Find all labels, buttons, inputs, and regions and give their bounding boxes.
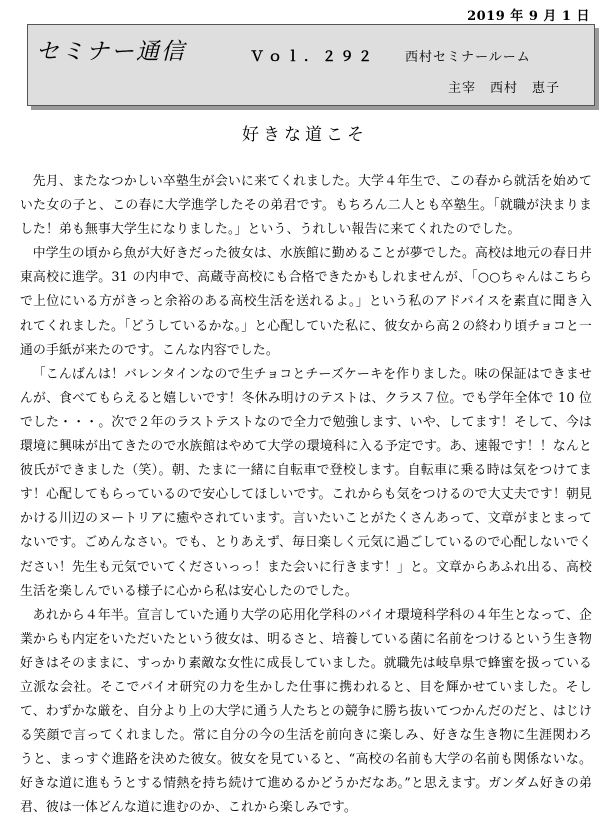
volume-number: Ｖｏｌ．２９２: [250, 49, 376, 65]
article-body: [20, 170, 592, 821]
organization-name: 西村セミナールーム: [405, 50, 531, 65]
issue-date: 2019 年 9 月 1 日: [467, 9, 590, 24]
newsletter-title: セミナー通信: [36, 39, 186, 65]
editor-name: 主宰 西村 恵子: [448, 81, 561, 96]
newsletter-header: [27, 24, 595, 106]
article-paragraph: 先月、またなつかしい卒塾生が会いに来てくれました。大学４年生で、この春から就活を始めていた女の子と、この春に大学進学したその弟君です。もちろん二人とも卒塾生。「就職が決まりました！弟も無事大学生になりました。」という、うれしい報告に来てくれたのでした。: [20, 174, 592, 238]
article-paragraph: 中学生の頃から魚が大好きだった彼女は、水族館に勤めることが夢でした。高校は地元の春日井東高校に進学。31 の内申で、高蔵寺高校にも合格できたかもしれませんが、「○○ちゃんはこちらで上位にいる方がきっと余裕のある高校生活を送れるよ。」という私のアドバイスを素直に聞き入れてくれました。「どうしているかな。」と心配していた私に、彼女から高２の終わり頃チョコと一通の手紙が来たのです。こんな内容でした。: [20, 246, 592, 358]
article-paragraph: 「こんばんは！バレンタインなので生チョコとチーズケーキを作りました。味の保証はできませんが、食べてもらえると嬉しいです！冬休み明けのテストは、クラス７位。でも学年全体で 10 位でした・・・。次で２年のラストテストなので全力で勉強します、いや、してます！そして、今は環境に興味が出てきたので水族館はやめて大学の環境科に入る予定です。あ、速報です！！なんと彼氏ができました（笑）。朝、たまに一緒に自転車で登校します。自転車に乗る時は気をつけてます！心配してもらっているので安心してほしいです。これからも気をつけるので大丈夫です！朝見かける川辺のヌートリアに癒やされています。言いたいことがたくさんあって、文章がまとまってないです。ごめんなさい。でも、とりあえず、毎日楽しく元気に過ごしているので心配しないでください！先生も元気でいてくださいっっ！また会いに行きます！」と。文章からあふれ出る、高校生活を楽しんでいる様子に心から私は安心したのでした。: [20, 366, 592, 599]
article-paragraph: あれから４年半。宣言していた通り大学の応用化学科のバイオ環境科学科の４年生となって、企業からも内定をいただいたという彼女は、明るさと、培養している菌に名前をつけるという生き物好きはそのままに、すっかり素敵な女性に成長していました。就職先は岐阜県で蜂蜜を扱っている立派な会社。そこでバイオ研究の力を生かした仕事に携われると、目を輝かせていました。そして、わずかな厳を、自分より上の大学に通う人たちとの競争に勝ち抜いてつかんだのだと、はじける笑顔で言ってくれました。常に自分の今の生活を前向きに楽しみ、好きな生き物に生涯関わろうと、まっすぐ進路を決めた彼女。彼女を見ていると、“高校の名前も大学の名前も関係ないな。好きな道に進もうとする情熱を持ち続けて進めるかどうかだなあ。”と思えます。ガンダム好きの弟君、彼は一体どんな道に進むのか、これから楽しみです。: [20, 607, 592, 816]
article-title: 好きな道こそ: [242, 125, 368, 145]
